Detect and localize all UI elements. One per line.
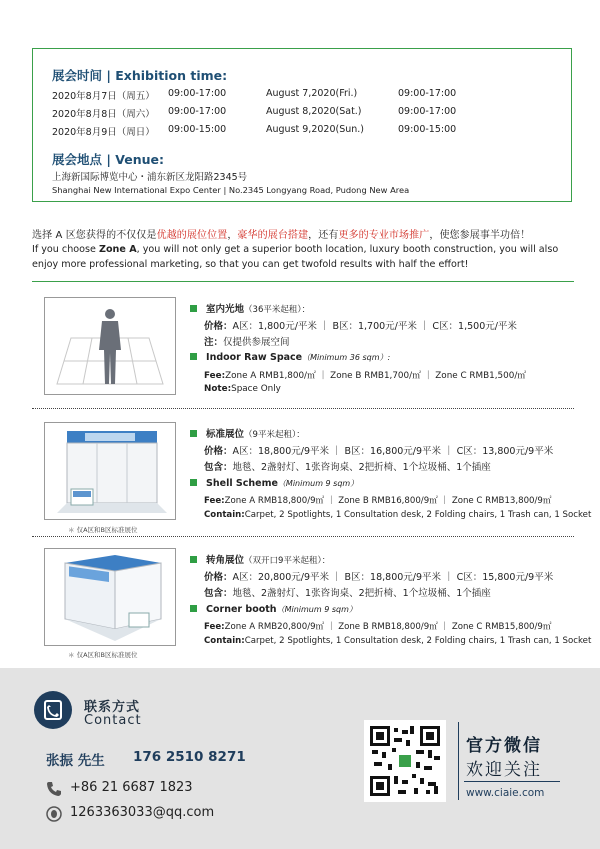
- mannequin-icon: [99, 309, 121, 384]
- venue-address-cn: 上海新国际博览中心・浦东新区龙阳路2345号: [52, 172, 248, 183]
- booth-3-fee: Fee:Zone A RMB20,800/9㎡ ｜ Zone B RMB18,800/9㎡ ｜ Zone C RMB15,800/9㎡: [204, 622, 552, 632]
- booth-3-caption: ＊ 仅A区和B区标准展位: [68, 651, 138, 659]
- booth-3-contain: Contain:Carpet, 2 Spotlights, 1 Consultation desk, 2 Folding chairs, 1 Trash can, 1 Socket: [204, 636, 592, 646]
- pitch-cn: [32, 226, 530, 241]
- shell-scheme-image: [44, 422, 176, 520]
- booth-2-contain: Contain:Carpet, 2 Spotlights, 1 Consultation desk, 2 Folding chairs, 1 Trash can, 1 Socket: [204, 510, 592, 520]
- pitch-en-text-2: , you will not only get a superior booth location, luxury booth construction, you will also enjoy more professional marketing, so that you can get twofold results with half the effort!: [32, 244, 559, 270]
- booth-1-note-cn: 注：仅提供参展空间: [204, 337, 290, 348]
- corner-booth-illustration: [45, 549, 175, 645]
- contact-person: 张振 先生: [46, 753, 105, 769]
- booth-3-cn-title: 转角展位（双开口9平米起租）：: [190, 552, 330, 566]
- bullet-icon: [190, 430, 197, 437]
- pitch-cn-highlight-2: 豪华的展台搭建: [237, 230, 309, 241]
- pitch-cn-text-3: ，还有: [308, 230, 339, 241]
- raw-space-image: [44, 297, 176, 395]
- booth-2-fee: Fee:Zone A RMB18,800/9㎡ ｜ Zone B RMB16,800/9㎡ ｜ Zone C RMB13,800/9㎡: [204, 496, 552, 506]
- contact-email[interactable]: 1263363033@qq.com: [70, 805, 215, 820]
- time-row-2-cn-time: 09:00-17:00: [168, 106, 227, 117]
- pitch-cn-text-4: ，使您参展事半功倍！: [429, 230, 531, 241]
- pitch-en: [32, 243, 577, 272]
- wechat-line2: 欢迎关注: [466, 760, 542, 780]
- wechat-line1: 官方微信: [466, 736, 542, 756]
- booth-3-en-title: Corner booth（Minimum 9 sqm）: [190, 604, 357, 615]
- section-divider: [32, 281, 574, 282]
- phone-icon: [46, 781, 62, 797]
- dotted-divider: [32, 536, 574, 537]
- time-row-1-en-date: August 7,2020(Fri.): [266, 88, 358, 99]
- contact-mobile[interactable]: 176 2510 8271: [133, 749, 246, 765]
- time-row-1-cn-time: 09:00-17:00: [168, 88, 227, 99]
- pitch-cn-text-2: ，: [227, 230, 238, 241]
- wechat-divider: [458, 722, 459, 800]
- pitch-en-zone: Zone A: [98, 244, 137, 255]
- shell-booth-illustration: [45, 423, 175, 519]
- time-row-1-cn-date: 2020年8月7日（周五）: [52, 91, 155, 102]
- time-row-3-cn-time: 09:00-15:00: [168, 124, 227, 135]
- venue-heading: 展会地点 | Venue:: [52, 152, 165, 167]
- time-row-3-en-date: August 9,2020(Sun.): [266, 124, 365, 135]
- mannequin-illustration: [45, 298, 175, 394]
- bullet-icon: [190, 556, 197, 563]
- time-row-1-en-time: 09:00-17:00: [398, 88, 457, 99]
- booth-1-en-title: Indoor Raw Space（Minimum 36 sqm）:: [190, 352, 390, 363]
- booth-3-price: 价格：A区：20,800元/9平米 ｜ B区：18,800元/9平米 ｜ C区：15,800元/9平米: [204, 572, 554, 583]
- time-row-3-cn-date: 2020年8月9日（周日）: [52, 127, 155, 138]
- time-row-3-en-time: 09:00-15:00: [398, 124, 457, 135]
- booth-1-cn-title: 室内光地（36平米起租）：: [190, 301, 310, 315]
- time-row-2-en-time: 09:00-17:00: [398, 106, 457, 117]
- pitch-cn-text-1: 选择 A 区您获得的不仅仅是: [32, 230, 157, 241]
- booth-2-cn-title: 标准展位（9平米起租）：: [190, 426, 305, 440]
- wechat-underline: [464, 781, 560, 782]
- contact-title-en: Contact: [84, 713, 142, 728]
- qq-icon: [46, 806, 62, 822]
- booth-2-en-title: Shell Scheme（Minimum 9 sqm）: [190, 478, 358, 489]
- venue-address-en: Shanghai New International Expo Center | No.2345 Longyang Road, Pudong New Area: [52, 185, 410, 195]
- contact-phone-icon: [34, 691, 72, 729]
- booth-2-include-cn: 包含：地毯、2盏射灯、1张咨询桌、2把折椅、1个垃圾桶、1个插座: [204, 462, 491, 473]
- time-row-2-en-date: August 8,2020(Sat.): [266, 106, 362, 117]
- time-row-2-cn-date: 2020年8月8日（周六）: [52, 109, 155, 120]
- corner-booth-image: [44, 548, 176, 646]
- contact-title-cn: 联系方式: [84, 700, 141, 715]
- website-link[interactable]: www.ciaie.com: [466, 787, 545, 799]
- booth-2-price: 价格：A区：18,800元/9平米 ｜ B区：16,800元/9平米 ｜ C区：13,800元/9平米: [204, 446, 554, 457]
- booth-1-price: 价格：A区：1,800元/平米 ｜ B区：1,700元/平米 ｜ C区：1,500元/平米: [204, 321, 517, 332]
- bullet-icon: [190, 479, 197, 486]
- dotted-divider: [32, 408, 574, 409]
- booth-1-note-en: Note:Space Only: [204, 384, 281, 394]
- exhibition-time-heading: 展会时间 | Exhibition time:: [52, 68, 228, 83]
- booth-1-fee: Fee:Zone A RMB1,800/㎡ ｜ Zone B RMB1,700/㎡ ｜ Zone C RMB1,500/㎡: [204, 371, 527, 381]
- contact-phone[interactable]: +86 21 6687 1823: [70, 780, 193, 795]
- booth-2-caption: ＊ 仅A区和B区标准展位: [68, 526, 138, 534]
- pitch-cn-highlight-3: 更多的专业市场推广: [338, 230, 430, 241]
- booth-3-include-cn: 包含：地毯、2盏射灯、1张咨询桌、2把折椅、1个垃圾桶、1个插座: [204, 588, 491, 599]
- bullet-icon: [190, 605, 197, 612]
- pitch-en-text-1: If you choose: [32, 244, 99, 255]
- bullet-icon: [190, 305, 197, 312]
- qr-code-image: [364, 720, 446, 802]
- bullet-icon: [190, 353, 197, 360]
- qr-code: [364, 720, 446, 802]
- pitch-cn-highlight-1: 优越的展位位置: [156, 230, 228, 241]
